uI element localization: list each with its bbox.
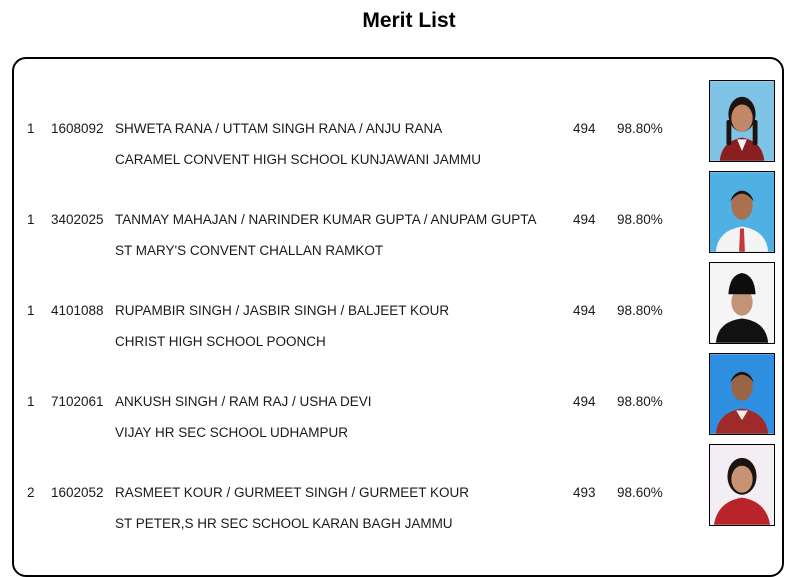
marks: 494 <box>573 212 596 227</box>
student-parent-names: TANMAY MAHAJAN / NARINDER KUMAR GUPTA / ANUPAM GUPTA <box>115 212 537 227</box>
rank: 2 <box>27 485 35 500</box>
merit-row <box>0 269 800 359</box>
student-photo-image <box>710 354 774 434</box>
student-photo <box>709 171 775 253</box>
rank: 1 <box>27 394 35 409</box>
percentage: 98.80% <box>617 212 663 227</box>
rank: 1 <box>27 212 35 227</box>
marks: 493 <box>573 485 596 500</box>
marks: 494 <box>573 394 596 409</box>
student-parent-names: RASMEET KOUR / GURMEET SINGH / GURMEET KOUR <box>115 485 470 500</box>
rank: 1 <box>27 121 35 136</box>
marks: 494 <box>573 121 596 136</box>
merit-row <box>0 87 800 177</box>
school-name: CARAMEL CONVENT HIGH SCHOOL KUNJAWANI JAMMU <box>115 152 482 167</box>
percentage: 98.80% <box>617 121 663 136</box>
student-photo <box>709 262 775 344</box>
roll-number: 4101088 <box>51 303 104 318</box>
student-photo-image <box>710 172 774 252</box>
marks: 494 <box>573 303 596 318</box>
student-parent-names: ANKUSH SINGH / RAM RAJ / USHA DEVI <box>115 394 372 409</box>
student-photo <box>709 444 775 526</box>
student-photo-image <box>710 263 774 343</box>
student-parent-names: RUPAMBIR SINGH / JASBIR SINGH / BALJEET KOUR <box>115 303 450 318</box>
student-photo <box>709 353 775 435</box>
roll-number: 7102061 <box>51 394 104 409</box>
rank: 1 <box>27 303 35 318</box>
school-name: CHRIST HIGH SCHOOL POONCH <box>115 334 326 349</box>
merit-row <box>0 178 800 268</box>
school-name: ST PETER,S HR SEC SCHOOL KARAN BAGH JAMMU <box>115 516 453 531</box>
student-photo-image <box>710 81 774 161</box>
roll-number: 3402025 <box>51 212 104 227</box>
school-name: VIJAY HR SEC SCHOOL UDHAMPUR <box>115 425 349 440</box>
merit-row <box>0 360 800 450</box>
percentage: 98.60% <box>617 485 663 500</box>
school-name: ST MARY'S CONVENT CHALLAN RAMKOT <box>115 243 384 258</box>
percentage: 98.80% <box>617 394 663 409</box>
merit-row <box>0 451 800 541</box>
student-parent-names: SHWETA RANA / UTTAM SINGH RANA / ANJU RANA <box>115 121 443 136</box>
roll-number: 1608092 <box>51 121 104 136</box>
percentage: 98.80% <box>617 303 663 318</box>
page-title: Merit List <box>362 9 456 32</box>
student-photo-image <box>710 445 774 525</box>
student-photo <box>709 80 775 162</box>
roll-number: 1602052 <box>51 485 104 500</box>
